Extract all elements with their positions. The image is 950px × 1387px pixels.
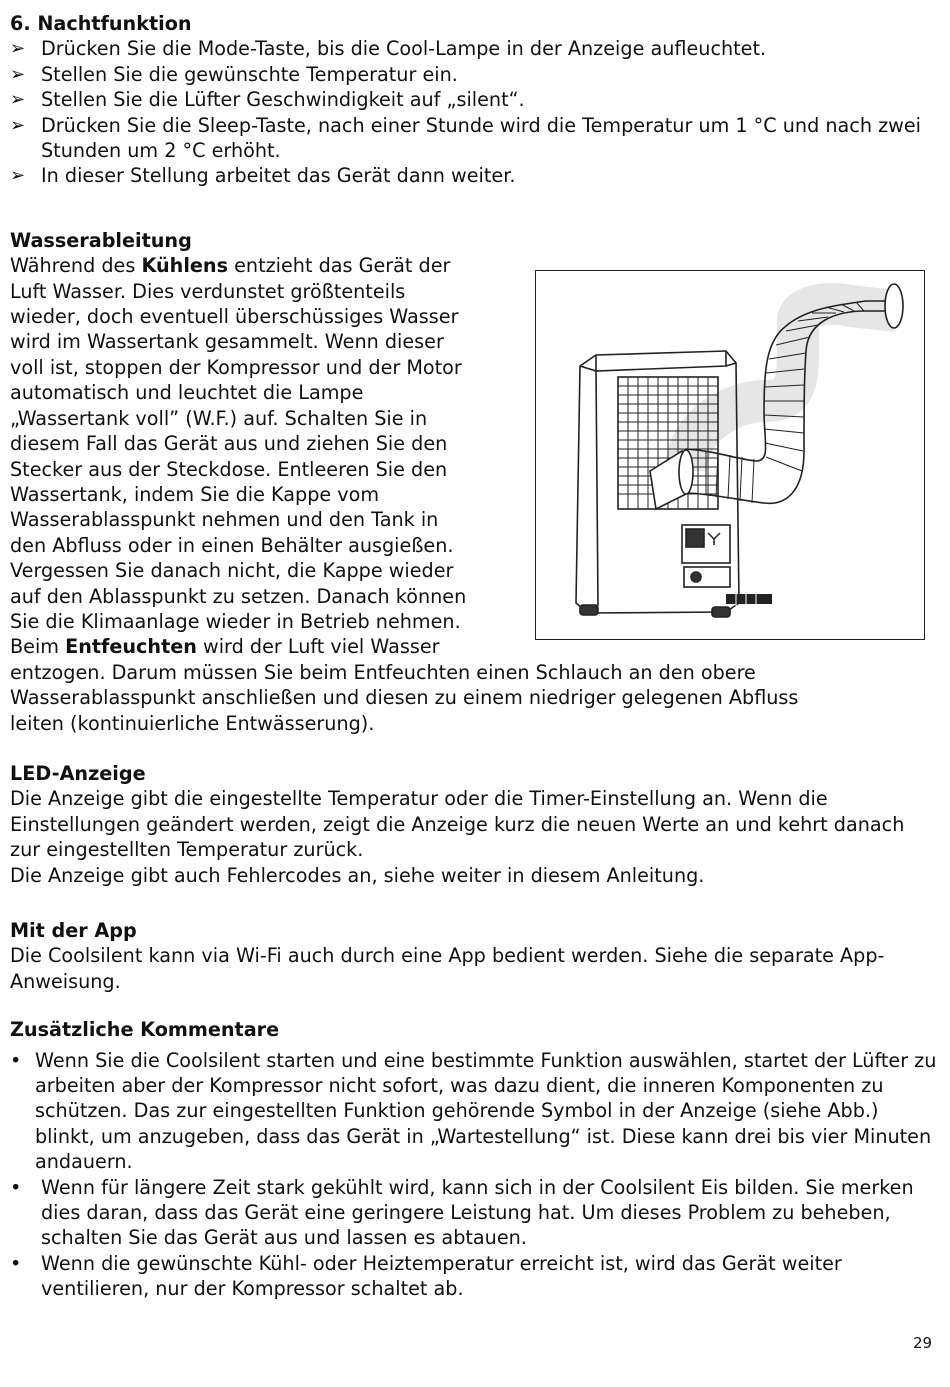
section-heading-water-drainage: Wasserableitung xyxy=(10,228,192,252)
additional-comments-list xyxy=(10,1048,938,1302)
app-paragraph: Die Coolsilent kann via Wi-Fi auch durch eine App bedient werden. Siehe die separate App-Anweisung. xyxy=(10,944,885,993)
air-conditioner-illustration xyxy=(535,270,925,640)
bullet-dot-icon: • xyxy=(10,1048,22,1072)
section-heading-app: Mit der App xyxy=(10,919,137,942)
keyword-dehumidify: Entfeuchten xyxy=(65,635,197,659)
arrow-bullet-icon: ➢ xyxy=(10,165,26,187)
section-heading-additional-comments: Zusätzliche Kommentare xyxy=(10,1018,280,1042)
air-conditioner-drawing xyxy=(536,271,924,639)
water-drainage-text: Während des Kühlens entzieht das Gerät der Luft Wasser. Dies verdunstet größtenteils wieder, doch eventuell überschüssiges Wasser wird im Wassertank gesammelt. Wenn dieser voll ist, stoppen der Kompressor und der Motor automatisch und leuchtet die Lampe „Wassertank voll” (W.F.) auf. Schalten Sie in diesem Fall das Gerät aus und ziehen Sie den Stecker aus der Steckdose. Entleeren Sie den Wassertank, indem Sie die Kappe vom Wasserablasspunkt nehmen und den Tank in den Abfluss oder in einen Behälter ausgießen. Vergessen Sie danach nicht, die Kappe wieder auf den Ablasspunkt zu setzen. Danach können Sie die Klimaanlage wieder in Betrieb nehmen. Beim Entfeuchten wird der Luft viel Wasser entzogen. Darum müssen Sie beim Entfeuchten einen Schlauch an den obere Wasserablasspunkt anschließen und diesen zu einem niedriger gelegenen Abfluss leiten (kontinuierliche Entwässerung). xyxy=(10,254,799,735)
manual-page xyxy=(10,11,938,1302)
section-heading-led-display: LED-Anzeige xyxy=(10,761,146,785)
led-paragraph-1: Die Anzeige gibt die eingestellte Temperatur oder die Timer-Einstellung an. Wenn die Einstellungen geändert werden, zeigt die Anzeige kurz die neuen Werte an und kehrt danach zur eingestellten Temperatur zurück. xyxy=(10,787,905,862)
list-item: ➢ Stellen Sie die Lüfter Geschwindigkeit auf „silent“. xyxy=(10,88,525,112)
list-item: ➢ Drücken Sie die Sleep-Taste, nach einer Stunde wird die Temperatur um 1 °C und nach zwei Stunden um 2 °C erhöht. xyxy=(10,113,922,163)
list-item: • Wenn für längere Zeit stark gekühlt wird, kann sich in der Coolsilent Eis bilden. Sie merken dies daran, dass das Gerät eine geringere Leistung hat. Um dieses Problem zu beheben, schalten Sie das Gerät aus und lassen es abtauen. xyxy=(10,1175,914,1250)
arrow-bullet-icon: ➢ xyxy=(10,114,26,136)
arrow-bullet-icon: ➢ xyxy=(10,38,26,60)
led-paragraph-2: Die Anzeige gibt auch Fehlercodes an, siehe weiter in diesem Anleitung. xyxy=(10,863,705,887)
list-item: • Wenn Sie die Coolsilent starten und eine bestimmte Funktion auswählen, startet der Lüfter zu arbeiten aber der Kompressor nicht sofort, was dazu dient, die inneren Komponenten zu schützen. Das zur eingestellten Funktion gehörende Symbol in der Anzeige (siehe Abb.) blinkt, um anzugeben, dass das Gerät in „Wartestellung“ ist. Diese kann drei bis vier Minuten andauern. xyxy=(10,1048,937,1174)
list-item: ➢ Drücken Sie die Mode-Taste, bis die Cool-Lampe in der Anzeige aufleuchtet. xyxy=(10,37,767,61)
night-function-steps xyxy=(10,36,938,188)
keyword-cooling: Kühlens xyxy=(141,254,228,278)
list-item: ➢ Stellen Sie die gewünschte Temperatur ein. xyxy=(10,62,458,86)
section-heading-night-function: 6. Nachtfunktion xyxy=(10,12,192,35)
bullet-dot-icon: • xyxy=(10,1175,22,1199)
arrow-bullet-icon: ➢ xyxy=(10,89,26,111)
bullet-dot-icon: • xyxy=(10,1251,22,1275)
arrow-bullet-icon: ➢ xyxy=(10,63,26,85)
list-item: ➢ In dieser Stellung arbeitet das Gerät dann weiter. xyxy=(10,164,516,188)
page-number: 29 xyxy=(913,1334,933,1352)
list-item: • Wenn die gewünschte Kühl- oder Heiztemperatur erreicht ist, wird das Gerät weiter ventilieren, nur der Kompressor schaltet ab. xyxy=(10,1251,842,1301)
